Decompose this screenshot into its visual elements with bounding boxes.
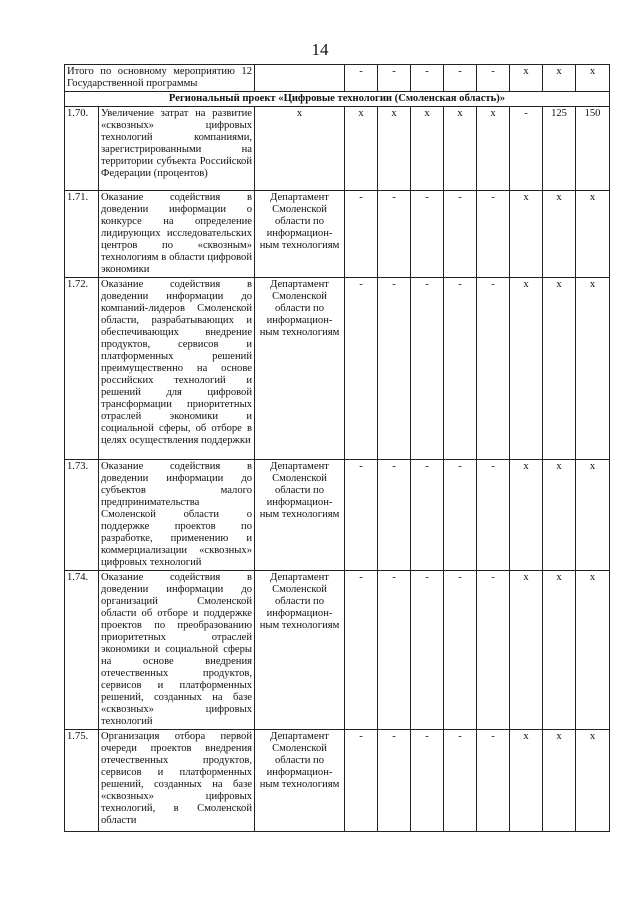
row-value: х	[543, 191, 576, 278]
section-title: Региональный проект «Цифровые технологии (Смоленская область)»	[65, 92, 610, 107]
row-value: х	[411, 107, 444, 191]
row-description: Оказание содействия в доведении информации до организаций Смоленской области об отборе и поддержке проектов по преобразованию приоритетных отраслей экономики и социальной сферы на основе внедрения отечественных продуктов, сервисов и платформенных решений, созданных на базе «сквозных» цифровых технологий	[99, 571, 255, 730]
row-value: -	[345, 278, 378, 460]
row-value: х	[543, 460, 576, 571]
row-value: -	[477, 571, 510, 730]
row-value: -	[444, 278, 477, 460]
row-value: х	[576, 730, 610, 832]
row-description: Оказание содействия в доведении информации о конкурсе на определение лидирующих исследовательских центров по «сквозным» технологиям в области цифровой экономики	[99, 191, 255, 278]
row-value: -	[411, 730, 444, 832]
row-description: Увеличение затрат на развитие «сквозных» цифровых технологий компаниями, зарегистрированными на территории субъекта Российской Федерации (процентов)	[99, 107, 255, 191]
row-value: х	[543, 571, 576, 730]
total-row-label: Итого по основному мероприятию 12 Государственной программы	[65, 65, 255, 92]
row-value: -	[510, 107, 543, 191]
row-value: х	[510, 571, 543, 730]
row-value: -	[378, 191, 411, 278]
row-value: х	[477, 107, 510, 191]
row-responsible: Департамент Смоленской области по информацион-ным технологиям	[255, 730, 345, 832]
row-number: 1.72.	[65, 278, 99, 460]
row-number: 1.74.	[65, 571, 99, 730]
row-value: х	[543, 730, 576, 832]
row-value: 150	[576, 107, 610, 191]
row-responsible: Департамент Смоленской области по информацион-ным технологиям	[255, 460, 345, 571]
row-value: -	[378, 571, 411, 730]
row-value: -	[411, 460, 444, 571]
total-value: -	[444, 65, 477, 92]
program-table	[64, 64, 610, 832]
row-value: -	[444, 730, 477, 832]
total-value: х	[576, 65, 610, 92]
table-row	[65, 191, 610, 278]
row-responsible: Департамент Смоленской области по информацион-ным технологиям	[255, 191, 345, 278]
row-value: х	[543, 278, 576, 460]
total-value: -	[378, 65, 411, 92]
row-value: х	[576, 278, 610, 460]
total-value: х	[510, 65, 543, 92]
row-number: 1.70.	[65, 107, 99, 191]
row-value: -	[444, 191, 477, 278]
row-value: х	[576, 460, 610, 571]
total-value: -	[345, 65, 378, 92]
row-value: х	[510, 460, 543, 571]
row-description: Организация отбора первой очереди проектов внедрения отечественных продуктов, сервисов и платформенных решений, созданных на базе «сквозных» цифровых технологий, в Смоленской области	[99, 730, 255, 832]
row-description: Оказание содействия в доведении информации до субъектов малого предпринимательства Смоленской области о поддержке проектов по разработке, применению и коммерциализации «сквозных» цифровых технологий	[99, 460, 255, 571]
row-value: х	[510, 730, 543, 832]
row-number: 1.71.	[65, 191, 99, 278]
row-value: -	[411, 278, 444, 460]
row-responsible: х	[255, 107, 345, 191]
table-row	[65, 571, 610, 730]
row-value: -	[477, 191, 510, 278]
row-value: х	[510, 191, 543, 278]
row-value: -	[345, 571, 378, 730]
row-value: х	[345, 107, 378, 191]
total-row-empty-cell	[255, 65, 345, 92]
row-value: -	[477, 730, 510, 832]
row-value: х	[576, 191, 610, 278]
row-value: -	[477, 460, 510, 571]
table-row	[65, 460, 610, 571]
row-number: 1.75.	[65, 730, 99, 832]
row-number: 1.73.	[65, 460, 99, 571]
row-value: -	[345, 460, 378, 571]
row-value: -	[378, 730, 411, 832]
row-responsible: Департамент Смоленской области по информацион-ным технологиям	[255, 571, 345, 730]
row-value: -	[345, 730, 378, 832]
row-value: х	[576, 571, 610, 730]
row-description: Оказание содействия в доведении информации до компаний-лидеров Смоленской области, разрабатывающих и обеспечивающих внедрение продуктов, сервисов и платформенных решений преимущественно на основе российских технологий и решений для цифровой трансформации приоритетных отраслей экономики и социальной сферы, об отборе в целях осуществления поддержки	[99, 278, 255, 460]
row-value: -	[444, 460, 477, 571]
table-row	[65, 730, 610, 832]
row-value: -	[477, 278, 510, 460]
table-row	[65, 107, 610, 191]
row-value: -	[444, 571, 477, 730]
table-row	[65, 278, 610, 460]
total-value: -	[411, 65, 444, 92]
row-value: -	[378, 278, 411, 460]
row-value: 125	[543, 107, 576, 191]
row-responsible: Департамент Смоленской области по информацион-ным технологиям	[255, 278, 345, 460]
total-row	[65, 65, 610, 92]
row-value: -	[345, 191, 378, 278]
total-value: х	[543, 65, 576, 92]
row-value: -	[378, 460, 411, 571]
page-number: 14	[311, 40, 329, 59]
row-value: х	[444, 107, 477, 191]
row-value: х	[378, 107, 411, 191]
row-value: х	[510, 278, 543, 460]
total-value: -	[477, 65, 510, 92]
row-value: -	[411, 191, 444, 278]
row-value: -	[411, 571, 444, 730]
section-header-row	[65, 92, 610, 107]
